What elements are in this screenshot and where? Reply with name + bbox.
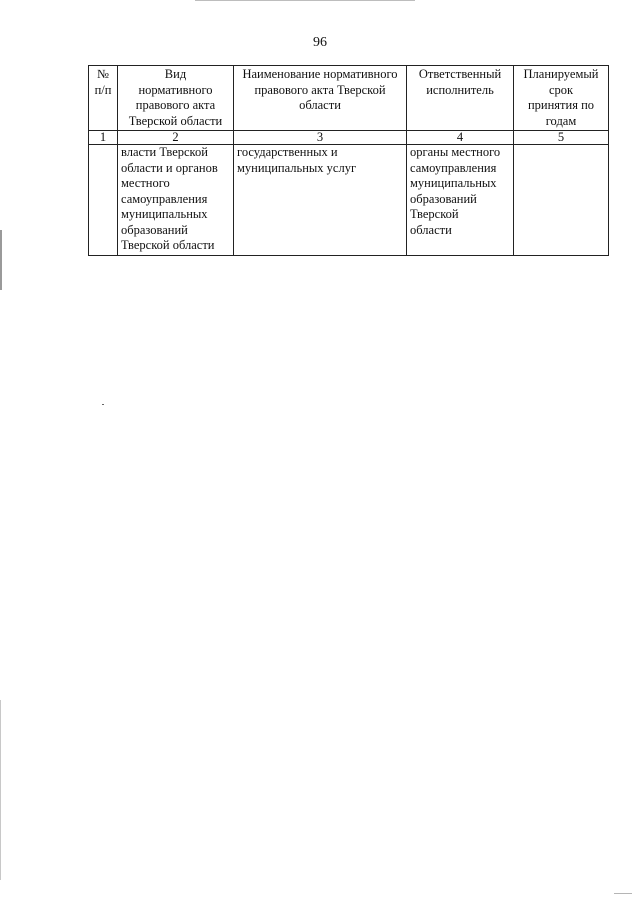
column-number-cell: 1: [89, 131, 118, 145]
scan-artifact-top-edge: [195, 0, 415, 1]
header-line: срок: [548, 82, 574, 97]
scan-artifact-left-edge: [0, 230, 2, 290]
column-number-row: [89, 131, 609, 145]
header-cell-number: [89, 66, 118, 131]
cell-line: муниципальных услуг: [237, 160, 357, 175]
header-line: правового акта: [135, 98, 216, 112]
cell-line: муниципальных: [121, 207, 208, 221]
header-cell-act-type: [118, 66, 234, 131]
row-cell-act-type: [118, 145, 234, 256]
cell-line: государственных и: [237, 145, 338, 159]
cell-line: органы местного: [410, 145, 501, 159]
table-header-row: [89, 66, 609, 131]
page-number: 96: [313, 35, 327, 50]
cell-line: муниципальных: [410, 176, 497, 190]
plan-table: [88, 65, 609, 256]
header-line: годам: [545, 113, 577, 128]
header-line: Тверской области: [128, 113, 223, 128]
scan-artifact-corner-mark: [614, 893, 632, 894]
row-cell-executor: [407, 145, 514, 256]
cell-line: самоуправления: [121, 191, 208, 206]
row-cell-deadline: [514, 145, 609, 256]
cell-line: Тверской области: [121, 238, 215, 252]
column-number-cell: 3: [234, 131, 407, 145]
row-cell-number: [89, 145, 118, 256]
table-row: [89, 145, 609, 256]
header-line: Наименование нормативного: [242, 67, 398, 81]
header-line: Ответственный: [418, 67, 502, 81]
cell-line: образований: [121, 222, 188, 237]
column-number-cell: 5: [514, 131, 609, 145]
scan-artifact-left-edge-lower: [0, 700, 1, 880]
header-cell-act-name: [234, 66, 407, 131]
column-number-cell: 4: [407, 131, 514, 145]
header-line: п/п: [94, 82, 112, 97]
column-number-cell: 2: [118, 131, 234, 145]
header-line: исполнитель: [426, 82, 494, 97]
cell-line: власти Тверской: [121, 145, 208, 159]
row-cell-act-name: [234, 145, 407, 256]
cell-line: области: [410, 222, 452, 237]
header-line: принятия по: [527, 98, 595, 112]
cell-line: самоуправления: [410, 160, 497, 175]
header-line: нормативного: [138, 82, 213, 97]
header-line: Планируемый: [523, 67, 599, 81]
header-line: правового акта Тверской: [254, 82, 386, 97]
header-cell-deadline: [514, 66, 609, 131]
scan-artifact-speck: [102, 404, 104, 405]
cell-line: местного: [121, 176, 170, 190]
cell-line: образований: [410, 191, 477, 206]
header-line: №: [97, 67, 109, 81]
cell-line: Тверской: [410, 207, 459, 221]
header-line: Вид: [164, 67, 187, 81]
cell-line: области и органов: [121, 160, 218, 175]
header-cell-executor: [407, 66, 514, 131]
header-line: области: [299, 98, 341, 112]
